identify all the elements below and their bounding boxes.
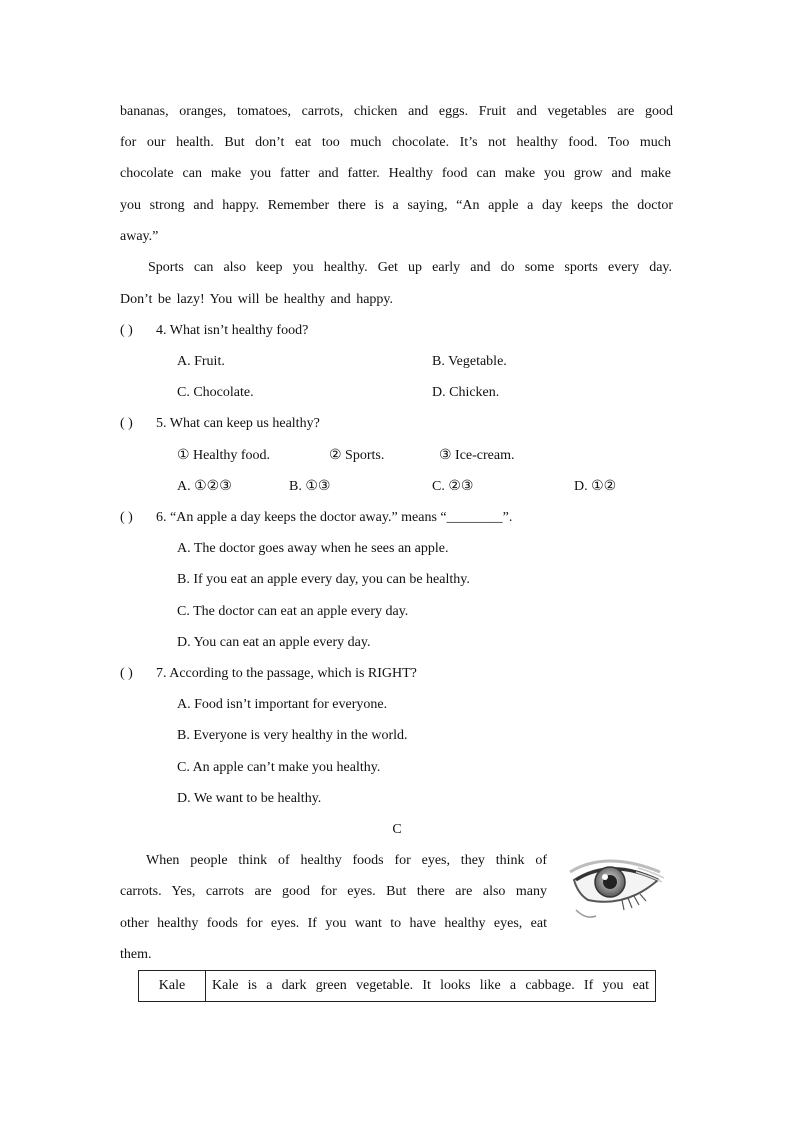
passage-c-line-4: them. (120, 947, 152, 962)
q7-option-c[interactable]: C. An apple can’t make you healthy. (177, 760, 381, 775)
q5-option-d[interactable]: D. ①② (574, 479, 617, 494)
passage-b-line-2: for our health. But don’t eat too much chocolate. It’s not healthy food. Too much (120, 135, 671, 150)
table-row (139, 971, 656, 1002)
q5-item-1: ① Healthy food. (177, 448, 271, 463)
q6-option-a[interactable]: A. The doctor goes away when he sees an apple. (177, 541, 449, 556)
food-table (138, 970, 656, 1002)
question-7-stem: 7. According to the passage, which is RIGHT? (156, 666, 417, 681)
q6-option-b[interactable]: B. If you eat an apple every day, you can be healthy. (177, 572, 470, 587)
q5-option-c[interactable]: C. ②③ (432, 479, 474, 494)
passage-b-line-1: bananas, oranges, tomatoes, carrots, chicken and eggs. Fruit and vegetables are good (120, 104, 673, 119)
q4-option-d[interactable]: D. Chicken. (432, 385, 500, 400)
q4-option-a[interactable]: A. Fruit. (177, 354, 225, 369)
q6-option-c[interactable]: C. The doctor can eat an apple every day. (177, 604, 409, 619)
answer-blank-q7[interactable]: ( ) (120, 666, 133, 681)
q5-option-b[interactable]: B. ①③ (289, 479, 331, 494)
q6-option-d[interactable]: D. You can eat an apple every day. (177, 635, 371, 650)
answer-blank-q6[interactable]: ( ) (120, 510, 133, 525)
q4-option-b[interactable]: B. Vegetable. (432, 354, 507, 369)
q5-item-3: ③ Ice-cream. (439, 448, 515, 463)
question-5-stem: 5. What can keep us healthy? (156, 416, 320, 431)
passage-c-line-1: When people think of healthy foods for eyes, they think of (146, 853, 547, 868)
passage-c-line-2: carrots. Yes, carrots are good for eyes. But there are also many (120, 884, 547, 899)
answer-blank-q5[interactable]: ( ) (120, 416, 133, 431)
passage-b-line-4: you strong and happy. Remember there is a saying, “An apple a day keeps the doctor (120, 198, 673, 213)
passage-c-line-3: other healthy foods for eyes. If you want to have healthy eyes, eat (120, 916, 547, 931)
table-food-name: Kale (139, 971, 206, 1002)
passage-b-para2-line-2: Don’t be lazy! You will be healthy and happy. (120, 292, 394, 307)
passage-b-line-5: away.” (120, 229, 159, 244)
q7-option-b[interactable]: B. Everyone is very healthy in the world. (177, 728, 408, 743)
answer-blank-q4[interactable]: ( ) (120, 323, 133, 338)
question-6-stem: 6. “An apple a day keeps the doctor away.” means “________”. (156, 510, 513, 525)
passage-b-para2-line-1: Sports can also keep you healthy. Get up early and do some sports every day. (148, 260, 672, 275)
passage-b-line-3: chocolate can make you fatter and fatter. Healthy food can make you grow and make (120, 166, 671, 181)
table-food-description: Kale is a dark green vegetable. It looks like a cabbage. If you eat (206, 971, 656, 1002)
q5-option-a[interactable]: A. ①②③ (177, 479, 232, 494)
q4-option-c[interactable]: C. Chocolate. (177, 385, 254, 400)
q7-option-a[interactable]: A. Food isn’t important for everyone. (177, 697, 388, 712)
q5-item-2: ② Sports. (329, 448, 385, 463)
eye-illustration-icon (566, 850, 666, 930)
question-4-stem: 4. What isn’t healthy food? (156, 323, 309, 338)
passage-c-title: C (392, 822, 402, 837)
q7-option-d[interactable]: D. We want to be healthy. (177, 791, 322, 806)
